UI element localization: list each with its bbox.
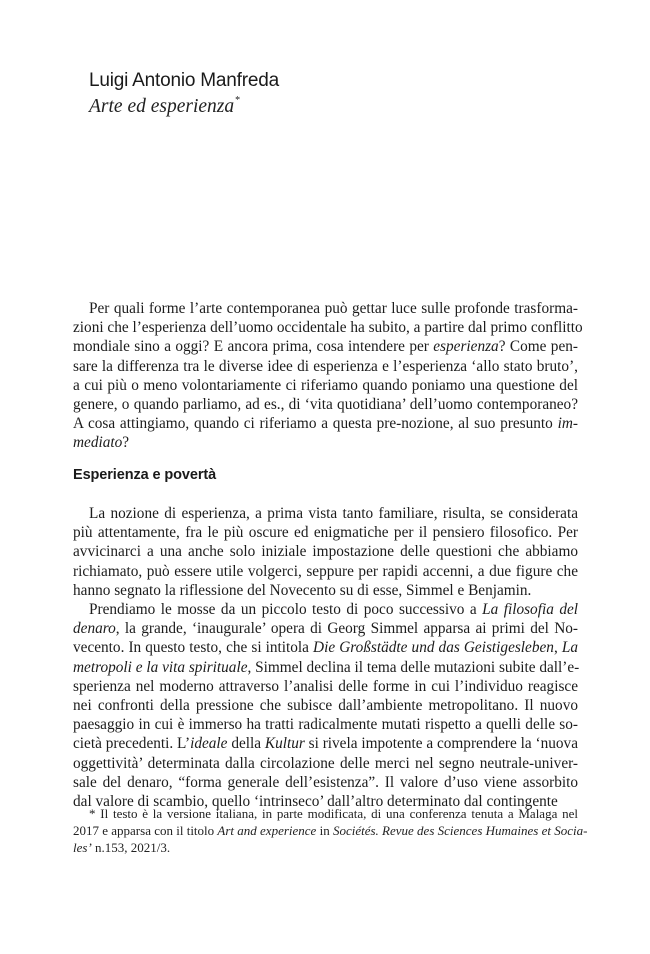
text-line: mondiale sino a oggi? E ancora prima, cosa intendere per esperienza? Come pen- bbox=[73, 338, 578, 356]
body-paragraph-1 bbox=[73, 504, 578, 600]
text-line: paesaggio in cui è immerso ha tratti radicalmente mutati rispetto a quelli delle so- bbox=[73, 716, 578, 734]
intro-paragraph bbox=[73, 299, 583, 453]
text-line: metropoli e la vita spirituale, Simmel declina il tema delle mutazioni subite dall’e- bbox=[73, 658, 580, 676]
author-name: Luigi Antonio Manfreda bbox=[89, 70, 279, 91]
text-line: mediato? bbox=[73, 434, 130, 452]
text-line: sale del denaro, “forma generale dell’esistenza”. Il valore d’uso viene assorbito bbox=[73, 773, 578, 791]
text-line: sperienza nel moderno attraverso l’analisi delle forme in cui l’individuo reagisce bbox=[73, 677, 578, 695]
text-line: a cui più o meno volontariamente ci riferiamo quando poniamo una questione del bbox=[73, 376, 578, 394]
text-line: * Il testo è la versione italiana, in parte modificata, di una conferenza tenuta a Malaga nel bbox=[89, 806, 578, 821]
text-line: sare la differenza tra le diverse idee di esperienza e l’esperienza ‘allo stato bruto’, bbox=[73, 357, 578, 375]
text-line: denaro, la grande, ‘inaugurale’ opera di Georg Simmel apparsa ai primi del No- bbox=[73, 620, 578, 638]
body-paragraph-2 bbox=[73, 600, 578, 811]
text-line: La nozione di esperienza, a prima vista tanto familiare, risulta, se considerata bbox=[89, 505, 578, 522]
text-line: 2017 e apparsa con il titolo Art and experience in Sociétés. Revue des Sciences Humaines et Socia- bbox=[73, 822, 588, 838]
footnote-marker: * bbox=[235, 95, 241, 106]
text-line: genere, o quando parliamo, ad es., di ‘vita quotidiana’ dell’uomo contemporaneo? bbox=[73, 396, 578, 414]
text-line: hanno segnato la riflessione del Novecento su di esse, Simmel e Benjamin. bbox=[73, 581, 532, 599]
text-line: dal valore di scambio, quello ‘intrinseco’ dall’altro determinato dal contingente bbox=[73, 793, 558, 811]
text-line: avvicinarci a una anche solo iniziale impostazione delle questioni che abbiamo bbox=[73, 543, 578, 561]
text-line: zioni che l’esperienza dell’uomo occidentale ha subito, a partire dal primo conflitto bbox=[73, 319, 583, 337]
article-title bbox=[89, 95, 240, 118]
section-heading: Esperienza e povertà bbox=[73, 467, 217, 483]
text-line: cietà precedenti. L’ideale della Kultur si rivela impotente a comprendere la ‘nuova bbox=[73, 735, 578, 753]
text-line: les’ n.153, 2021/3. bbox=[73, 839, 171, 855]
text-line: oggettività’ determinata dalla circolazione delle merci nel segno neutrale-univer- bbox=[73, 754, 578, 772]
article-title-text: Arte ed esperienza bbox=[89, 96, 235, 117]
text-line: nei confronti della pressione che subisce dall’ambiente metropolitano. Il nuovo bbox=[73, 697, 578, 715]
text-line: richiamato, può essere utile volgerci, seppure per rapidi accenni, a due figure che bbox=[73, 562, 578, 580]
footnote bbox=[73, 806, 588, 856]
text-line: più attentamente, fra le più oscure ed enigmatiche per il pensiero filosofico. Per bbox=[73, 524, 578, 542]
text-line: vecento. In questo testo, che si intitola Die Großstädte und das Geistigesleben, La bbox=[73, 639, 578, 657]
text-line: Prendiamo le mosse da un piccolo testo di poco successivo a La filosofia del bbox=[89, 601, 579, 618]
text-line: Per quali forme l’arte contemporanea può gettar luce sulle profonde trasforma- bbox=[89, 300, 578, 317]
text-line: A cosa attingiamo, quando ci riferiamo a questa pre-nozione, al suo presunto im- bbox=[73, 415, 578, 433]
